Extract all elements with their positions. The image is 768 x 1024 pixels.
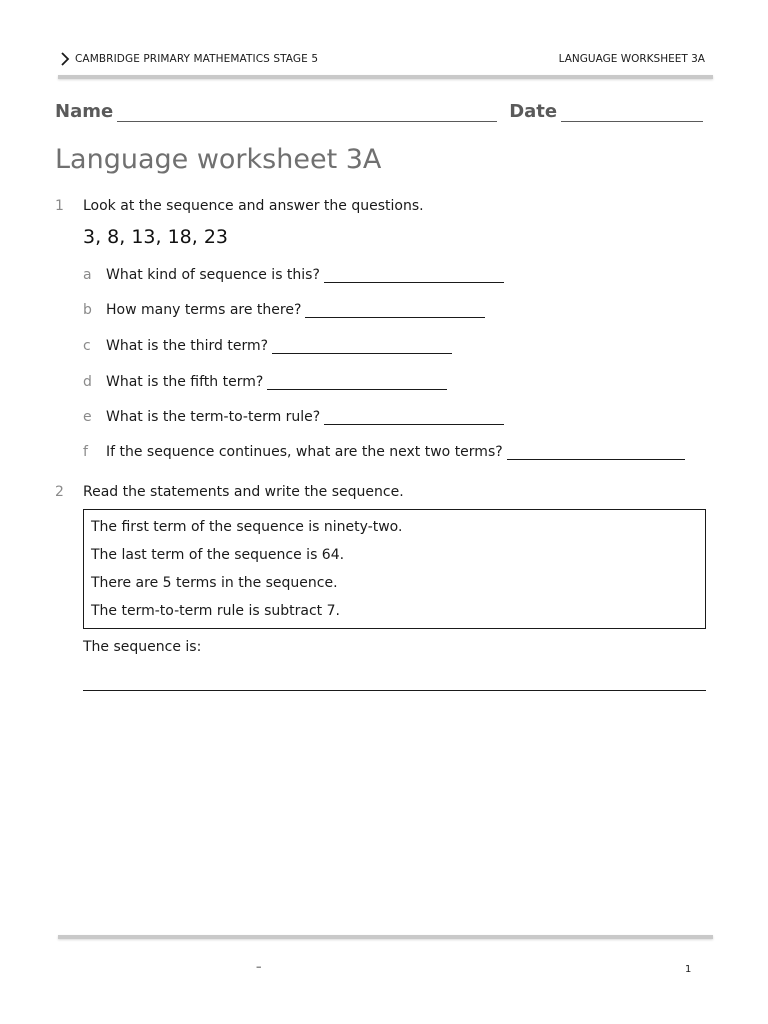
part-letter: e (83, 409, 92, 425)
footer-divider (58, 935, 713, 939)
sequence-answer-line[interactable] (83, 690, 706, 691)
answer-line[interactable] (267, 377, 447, 390)
answer-line[interactable] (507, 447, 685, 460)
header-worksheet-title: LANGUAGE WORKSHEET 3A (558, 53, 705, 65)
part-question (106, 409, 504, 425)
chevron-right-icon (58, 50, 72, 68)
question-text: Read the statements and write the sequence. (83, 484, 404, 500)
part-letter: b (83, 302, 92, 318)
part-letter: d (83, 374, 92, 390)
page-number: 1 (685, 964, 692, 975)
date-label: Date (509, 101, 558, 122)
part-letter: a (83, 267, 92, 283)
answer-line[interactable] (272, 341, 452, 354)
part-letter: c (83, 338, 91, 354)
part-text: What kind of sequence is this? (106, 267, 320, 283)
part-text: If the sequence continues, what are the next two terms? (106, 444, 503, 460)
sequence-answer-label: The sequence is: (83, 639, 202, 655)
statements-box (83, 509, 706, 629)
answer-line[interactable] (324, 270, 504, 283)
statement: There are 5 terms in the sequence. (91, 575, 338, 591)
sequence-display: 3, 8, 13, 18, 23 (83, 226, 229, 248)
part-question (106, 302, 485, 318)
date-field[interactable] (561, 107, 703, 122)
question-number: 2 (55, 484, 64, 500)
answer-line[interactable] (324, 412, 504, 425)
question-number: 1 (55, 198, 64, 214)
question-text: Look at the sequence and answer the questions. (83, 198, 424, 214)
part-letter: f (83, 444, 88, 460)
part-question (106, 374, 447, 390)
header-divider (58, 75, 713, 79)
answer-line[interactable] (305, 305, 485, 318)
page-title: Language worksheet 3A (55, 144, 382, 175)
name-field[interactable] (117, 107, 497, 122)
name-date-line (55, 101, 703, 122)
part-text: What is the third term? (106, 338, 269, 354)
part-question (106, 267, 504, 283)
part-text: How many terms are there? (106, 302, 302, 318)
statement: The first term of the sequence is ninety-two. (91, 519, 403, 535)
statement: The last term of the sequence is 64. (91, 547, 345, 563)
part-text: What is the term-to-term rule? (106, 409, 321, 425)
statement: The term-to-term rule is subtract 7. (91, 603, 340, 619)
footer-mark: – (256, 960, 262, 973)
part-question (106, 444, 685, 460)
part-text: What is the fifth term? (106, 374, 264, 390)
header-series-title: CAMBRIDGE PRIMARY MATHEMATICS STAGE 5 (75, 53, 319, 65)
name-label: Name (55, 101, 114, 122)
part-question (106, 338, 452, 354)
